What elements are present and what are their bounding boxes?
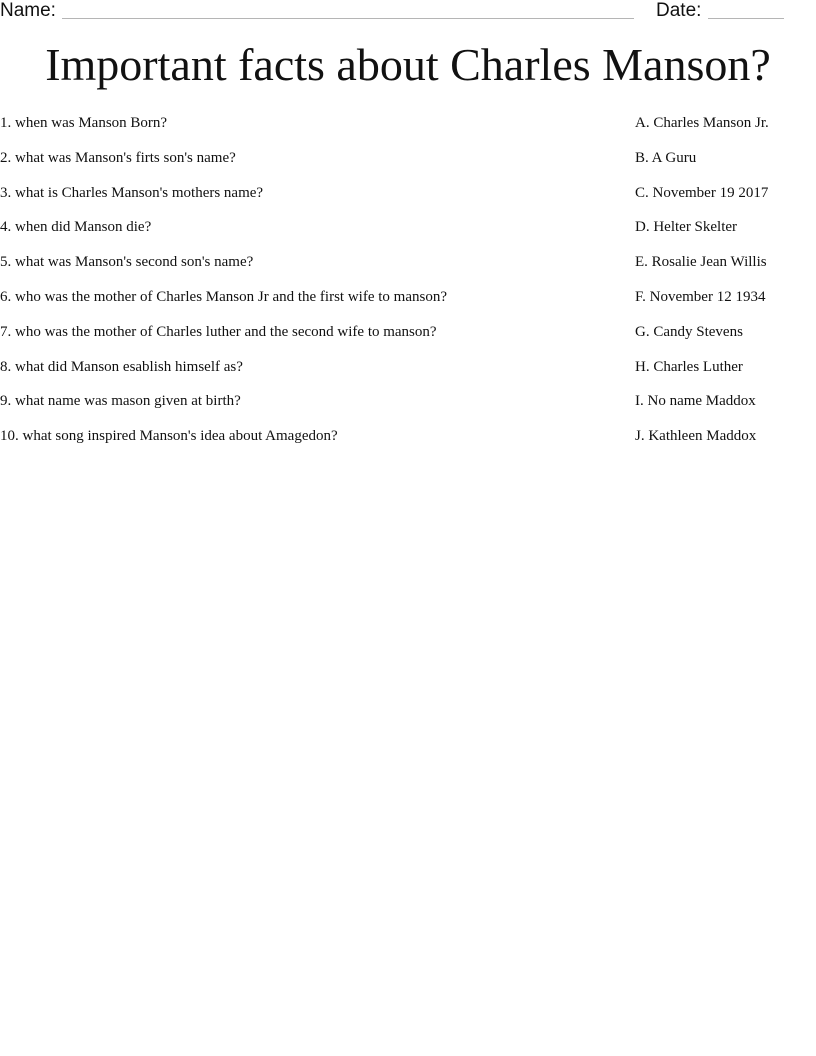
answer-item: B. A Guru <box>635 149 697 166</box>
answer-list <box>635 113 813 461</box>
question-item: 5. what was Manson's second son's name? <box>0 254 254 271</box>
page-title: Important facts about Charles Manson? <box>45 39 771 90</box>
name-label: Name: <box>0 0 56 21</box>
answer-item: A. Charles Manson Jr. <box>635 115 769 131</box>
name-field[interactable] <box>62 18 634 19</box>
question-item: 9. what name was mason given at birth? <box>0 393 241 410</box>
question-item: 4. when did Manson die? <box>0 219 152 236</box>
date-field[interactable] <box>708 18 784 19</box>
question-item: 6. who was the mother of Charles Manson Jr and the first wife to manson? <box>0 288 447 305</box>
question-item: 7. who was the mother of Charles luther and the second wife to manson? <box>0 323 437 340</box>
question-item: 2. what was Manson's firts son's name? <box>0 149 236 166</box>
question-item: 1. when was Manson Born? <box>0 115 168 131</box>
question-list <box>0 113 620 461</box>
answer-item: I. No name Maddox <box>635 393 756 410</box>
question-item: 8. what did Manson esablish himself as? <box>0 358 243 375</box>
answer-item: C. November 19 2017 <box>635 184 769 201</box>
answer-item: H. Charles Luther <box>635 358 743 375</box>
answer-item: G. Candy Stevens <box>635 323 743 340</box>
answer-item: D. Helter Skelter <box>635 219 738 236</box>
answer-item: E. Rosalie Jean Willis <box>635 254 767 271</box>
answer-item: F. November 12 1934 <box>635 288 766 305</box>
date-label: Date: <box>656 0 702 21</box>
question-item: 3. what is Charles Manson's mothers name? <box>0 184 264 201</box>
answer-item: J. Kathleen Maddox <box>635 428 757 445</box>
worksheet-header <box>0 0 816 24</box>
question-item: 10. what song inspired Manson's idea about Amagedon? <box>0 428 338 445</box>
